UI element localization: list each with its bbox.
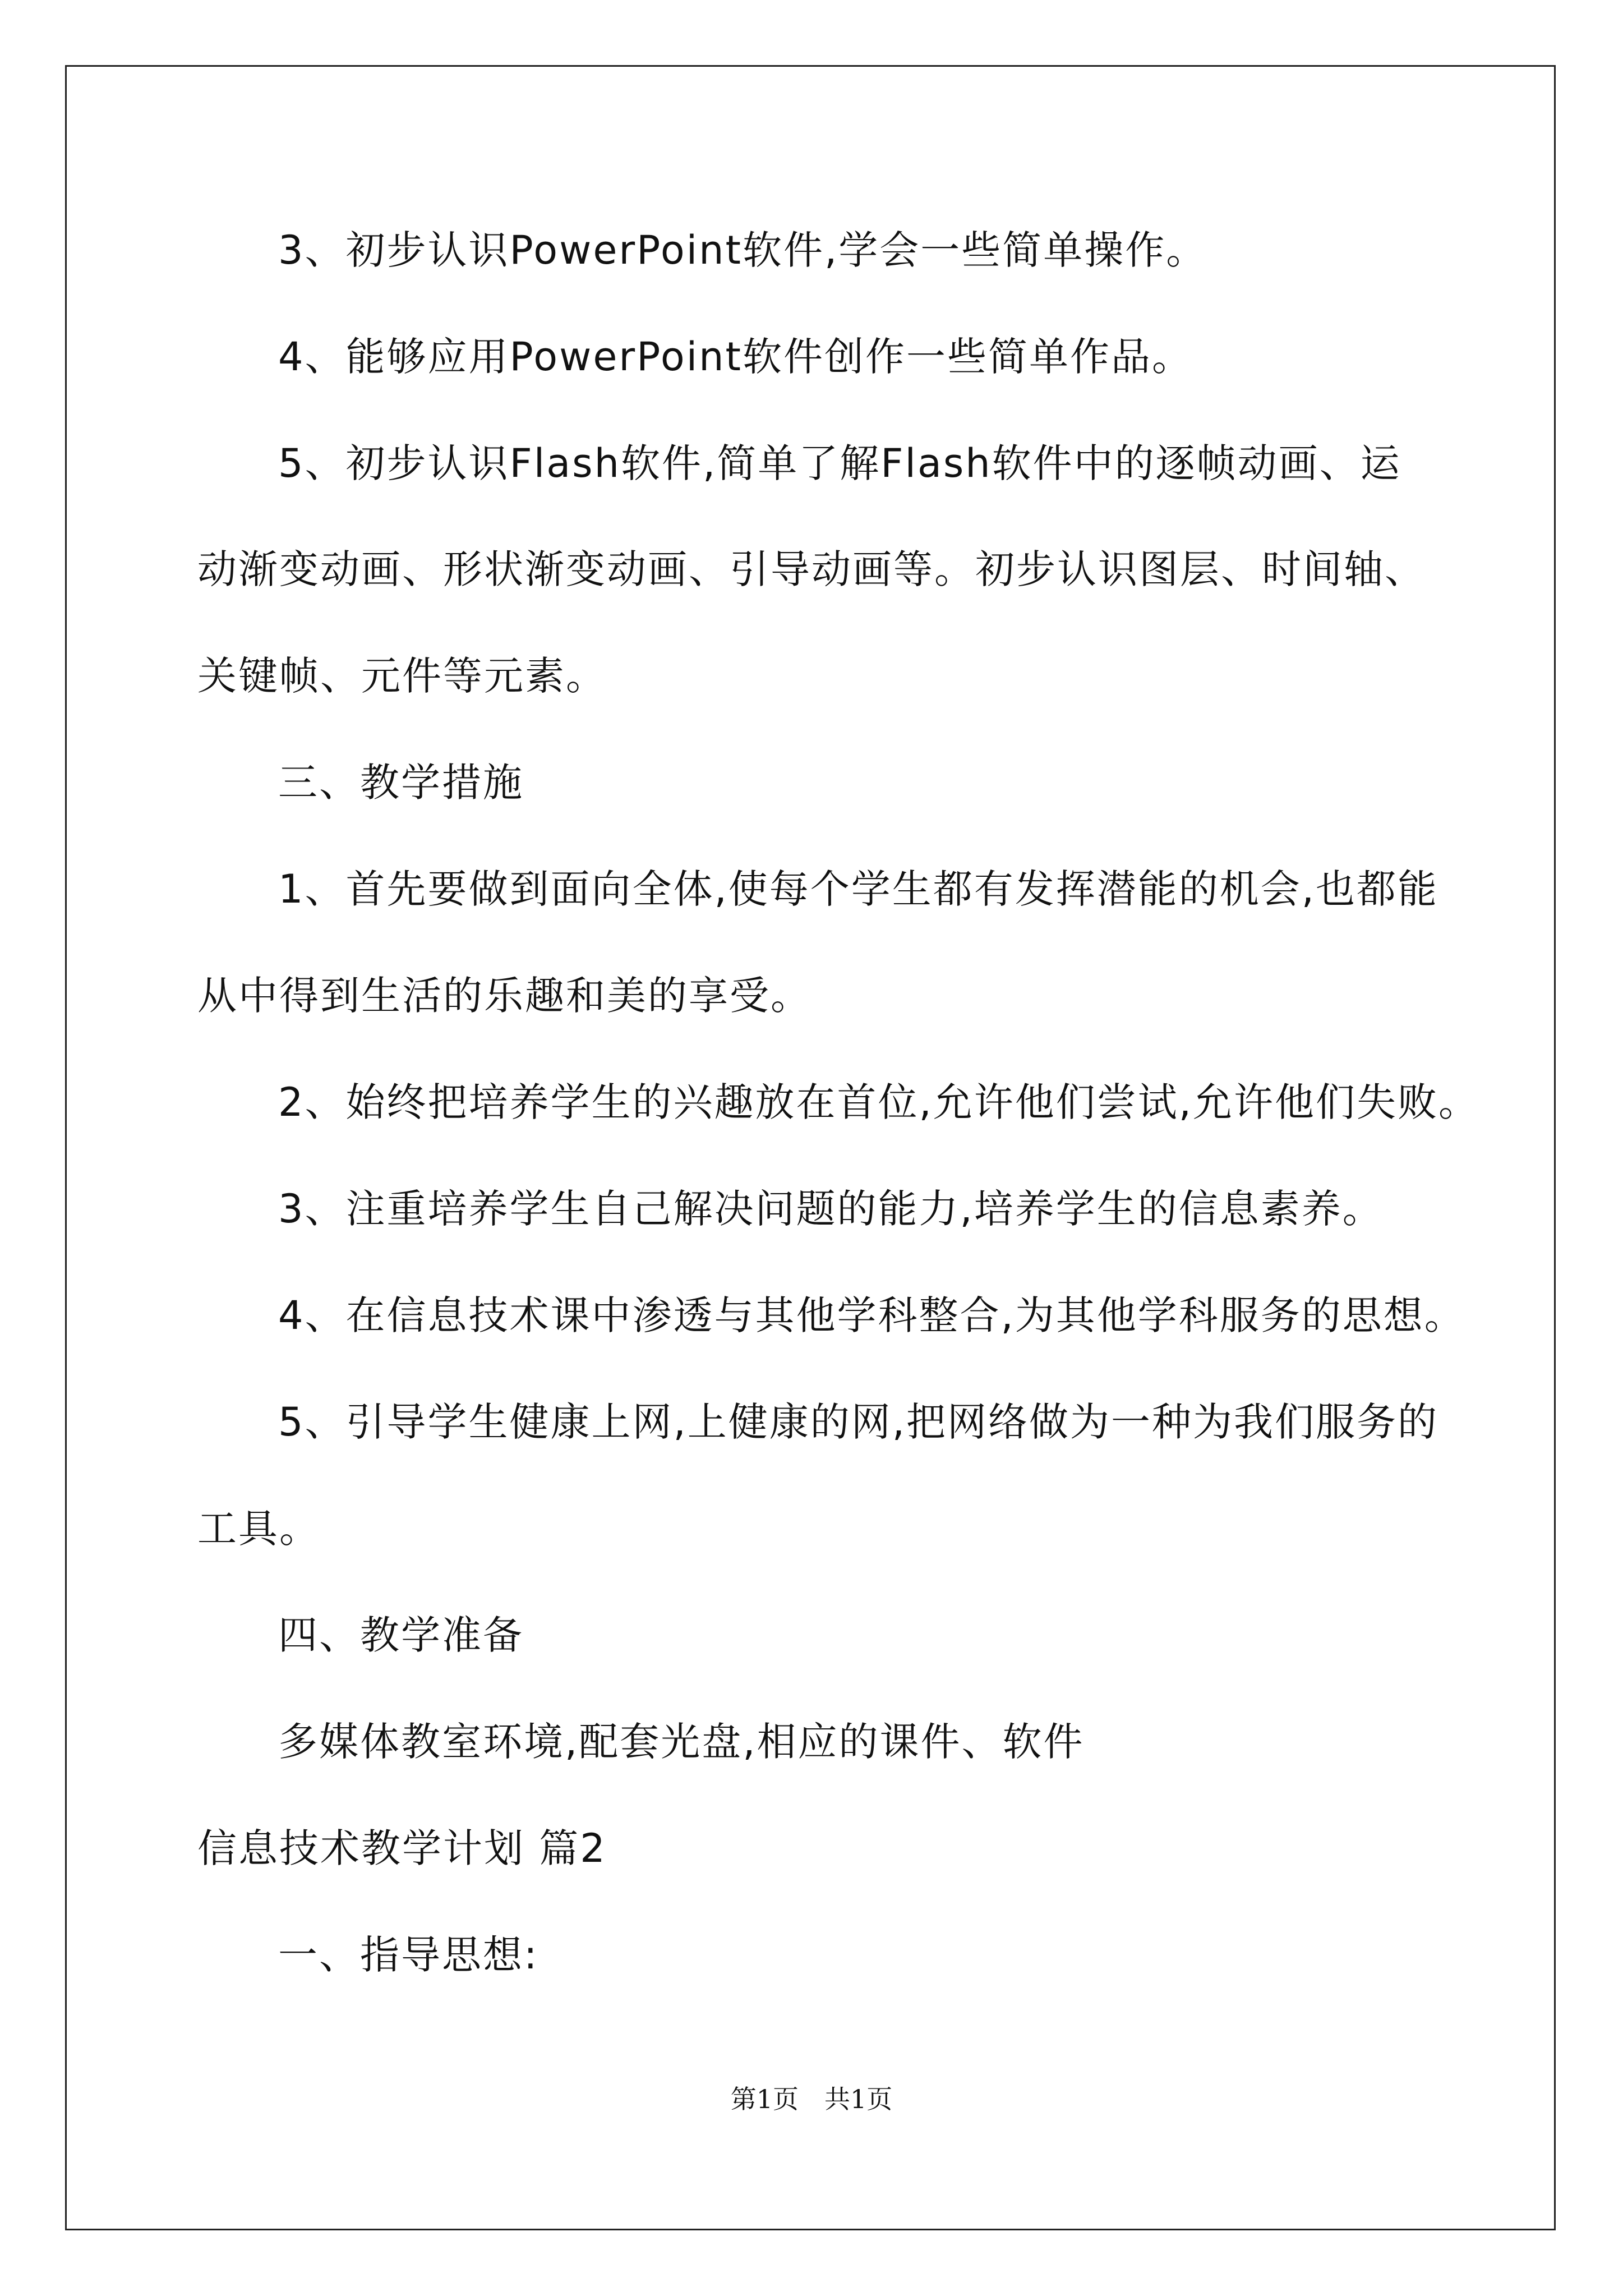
- section-heading: 四、教学准备: [278, 1612, 524, 1658]
- section-heading: 一、指导思想:: [278, 1932, 539, 1978]
- paragraph-line: 2、始终把培养学生的兴趣放在首位,允许他们尝试,允许他们失败。: [278, 1079, 1480, 1125]
- paragraph-line: 1、首先要做到面向全体,使每个学生都有发挥潜能的机会,也都能: [278, 866, 1439, 912]
- paragraph-line: 多媒体教室环境,配套光盘,相应的课件、软件: [278, 1719, 1085, 1765]
- paragraph-line: 4、能够应用PowerPoint软件创作一些简单作品。: [278, 334, 1193, 380]
- paragraph-line: 5、引导学生健康上网,上健康的网,把网络做为一种为我们服务的: [278, 1399, 1439, 1445]
- paragraph-line: 动渐变动画、形状渐变动画、引导动画等。初步认识图层、时间轴、: [197, 546, 1426, 592]
- paragraph-line: 3、注重培养学生自己解决问题的能力,培养学生的信息素养。: [278, 1186, 1384, 1232]
- paragraph-line: 5、初步认识Flash软件,简单了解Flash软件中的逐帧动画、运: [278, 440, 1401, 486]
- paragraph-line: 关键帧、元件等元素。: [197, 653, 607, 699]
- paragraph-line: 4、在信息技术课中渗透与其他学科整合,为其他学科服务的思想。: [278, 1292, 1465, 1338]
- section-heading: 三、教学措施: [278, 760, 524, 806]
- page-border: [65, 65, 1556, 2230]
- paragraph-line: 3、初步认识PowerPoint软件,学会一些简单操作。: [278, 227, 1207, 273]
- page-number: 第1页 共1页: [730, 2084, 893, 2114]
- paragraph-line: 工具。: [197, 1506, 320, 1552]
- document-title: 信息技术教学计划 篇2: [197, 1825, 607, 1871]
- paragraph-line: 从中得到生活的乐趣和美的享受。: [197, 973, 811, 1019]
